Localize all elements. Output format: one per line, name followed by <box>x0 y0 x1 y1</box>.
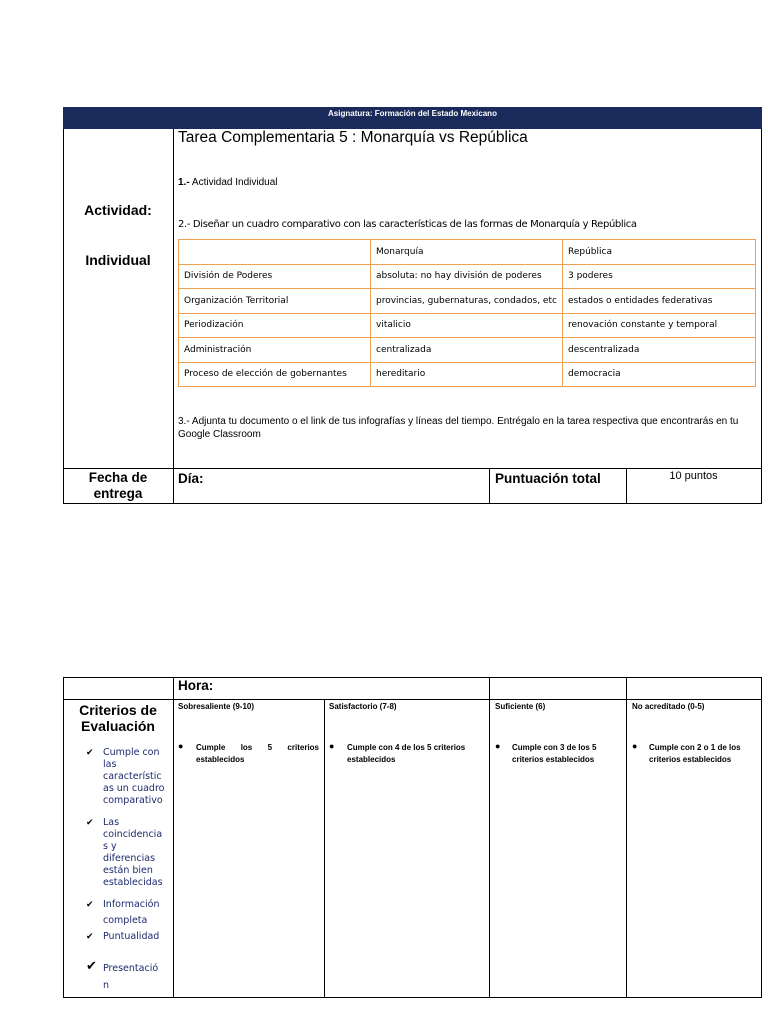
check-icon: ✔ <box>86 818 94 828</box>
subject-title: Asignatura: Formación del Estado Mexicano <box>328 109 497 118</box>
criterion-text: Las coincidencia s y diferencias están bien establecidas <box>103 817 163 888</box>
table-row <box>179 338 756 363</box>
republica-cell: estados o entidades federativas <box>563 289 756 314</box>
table-divider-label <box>173 129 174 504</box>
level-header: Suficiente (6) <box>495 702 546 711</box>
level-header: Satisfactorio (7-8) <box>329 702 397 711</box>
table-row <box>179 362 756 387</box>
day-label: Día: <box>178 471 204 486</box>
row-label: División de Poderes <box>179 264 371 289</box>
monarquia-cell: hereditario <box>371 362 563 387</box>
level-header: Sobresaliente (9-10) <box>178 702 255 711</box>
criterion-text: Presentació n <box>103 963 159 991</box>
total-score-value: 10 puntos <box>669 470 718 482</box>
criterion-text: Información completa <box>103 899 160 926</box>
header-cell-empty <box>179 240 371 265</box>
total-score-label: Puntuación total <box>495 471 601 486</box>
bullet-icon: ● <box>495 741 501 751</box>
republica-cell: democracia <box>563 362 756 387</box>
header-cell-republica: República <box>563 240 756 265</box>
check-icon: ✔ <box>86 900 94 910</box>
step-2: 2.- Diseñar un cuadro comparativo con las características de las formas de Monarquía y República <box>178 219 637 230</box>
rubric-divider-3 <box>489 677 490 998</box>
criterion-text: Puntualidad <box>103 931 160 942</box>
monarquia-cell: vitalicio <box>371 313 563 338</box>
check-icon: ✔ <box>86 932 94 942</box>
subject-header <box>63 107 762 129</box>
activity-label: Actividad: <box>84 202 152 218</box>
step-3: 3.- Adjunta tu documento o el link de tus infografías y líneas del tiempo. Entrégalo en la tarea respectiva que encontrarás en tu Google Classroom <box>178 416 739 440</box>
table-row <box>179 289 756 314</box>
row-label: Proceso de elección de gobernantes <box>179 362 371 387</box>
bullet-icon: ● <box>632 741 638 751</box>
criteria-title-line2: Evaluación <box>81 718 155 734</box>
footer-divider-1 <box>489 468 490 503</box>
table-divider-footer <box>63 468 762 469</box>
table-row <box>179 313 756 338</box>
row-label: Administración <box>179 338 371 363</box>
monarquia-cell: provincias, gubernaturas, condados, etc <box>371 289 563 314</box>
table-row <box>179 264 756 289</box>
check-icon: ✔ <box>86 959 97 974</box>
republica-cell: renovación constante y temporal <box>563 313 756 338</box>
table-border-right <box>761 129 762 504</box>
republica-cell: 3 poderes <box>563 264 756 289</box>
level-header: No acreditado (0-5) <box>632 702 705 711</box>
header-cell-monarquia: Monarquía <box>371 240 563 265</box>
time-label: Hora: <box>178 678 214 693</box>
rubric-divider-1 <box>173 677 174 998</box>
bullet-icon: ● <box>178 741 184 751</box>
individual-label: Individual <box>85 252 151 268</box>
row-label: Periodización <box>179 313 371 338</box>
republica-cell: descentralizada <box>563 338 756 363</box>
check-icon: ✔ <box>86 748 94 758</box>
bullet-icon: ● <box>329 741 335 751</box>
step-1-number: 1.- <box>178 177 190 188</box>
step-1-text: Actividad Individual <box>189 177 278 188</box>
step-1 <box>178 177 278 188</box>
table-border-bottom <box>63 503 762 504</box>
criterion-text: Cumple con las característic as un cuadro comparativo <box>103 747 165 806</box>
level-description: Cumple con 4 de los 5 criterios establecidos <box>347 743 466 764</box>
comparison-table <box>178 239 756 387</box>
table-row <box>179 240 756 265</box>
due-date-label-line1: Fecha de <box>88 470 148 485</box>
row-label: Organización Territorial <box>179 289 371 314</box>
level-description: Cumple con 2 o 1 de los criterios establecidos <box>649 743 741 764</box>
monarquia-cell: absoluta: no hay división de poderes <box>371 264 563 289</box>
rubric-border-top <box>63 677 762 678</box>
rubric-border-right <box>761 677 762 998</box>
rubric-divider-4 <box>626 677 627 998</box>
criteria-title <box>63 702 173 734</box>
level-description: Cumple los 5 criterios establecidos <box>196 743 322 764</box>
criteria-title-line1: Criterios de <box>79 702 157 718</box>
rubric-divider-2 <box>324 699 325 998</box>
due-date-label <box>63 470 173 502</box>
task-title: Tarea Complementaria 5 : Monarquía vs República <box>178 129 528 146</box>
rubric-header-divider <box>63 699 762 700</box>
rubric-border-bottom <box>63 997 762 998</box>
table-border-left <box>63 129 64 504</box>
due-date-label-line2: entrega <box>93 486 143 501</box>
monarquia-cell: centralizada <box>371 338 563 363</box>
level-description: Cumple con 3 de los 5 criterios establecidos <box>512 743 597 764</box>
